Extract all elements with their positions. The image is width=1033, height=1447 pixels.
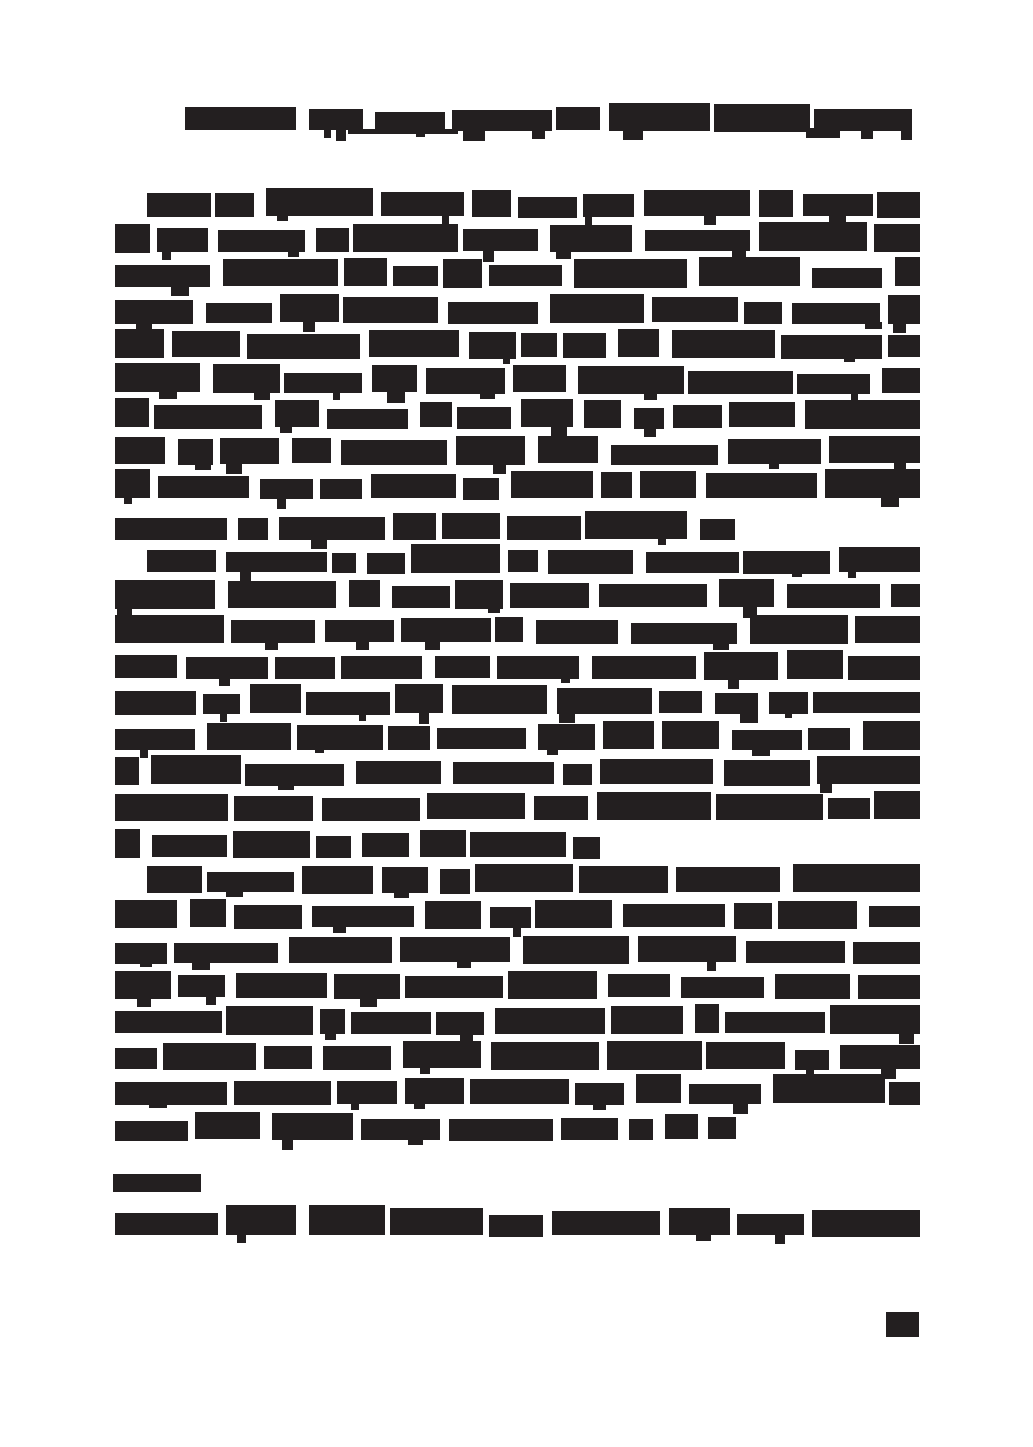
redacted-word-blob — [115, 1213, 218, 1235]
redacted-word-blob — [390, 1208, 483, 1235]
redacted-word-blob — [237, 1235, 246, 1243]
redacted-word-blob — [226, 1205, 296, 1235]
redacted-word-blob — [696, 1235, 711, 1241]
redacted-word-blob — [812, 1210, 920, 1237]
redacted-word-blob — [309, 1205, 385, 1235]
closing-text-line-redacted — [115, 1208, 920, 1247]
redacted-word-blob — [669, 1208, 730, 1235]
redacted-word-blob — [737, 1214, 804, 1235]
page-number-blob — [886, 1312, 919, 1337]
redacted-word-blob — [775, 1235, 785, 1244]
redacted-word-blob — [489, 1215, 543, 1237]
redacted-word-blob — [552, 1211, 660, 1235]
